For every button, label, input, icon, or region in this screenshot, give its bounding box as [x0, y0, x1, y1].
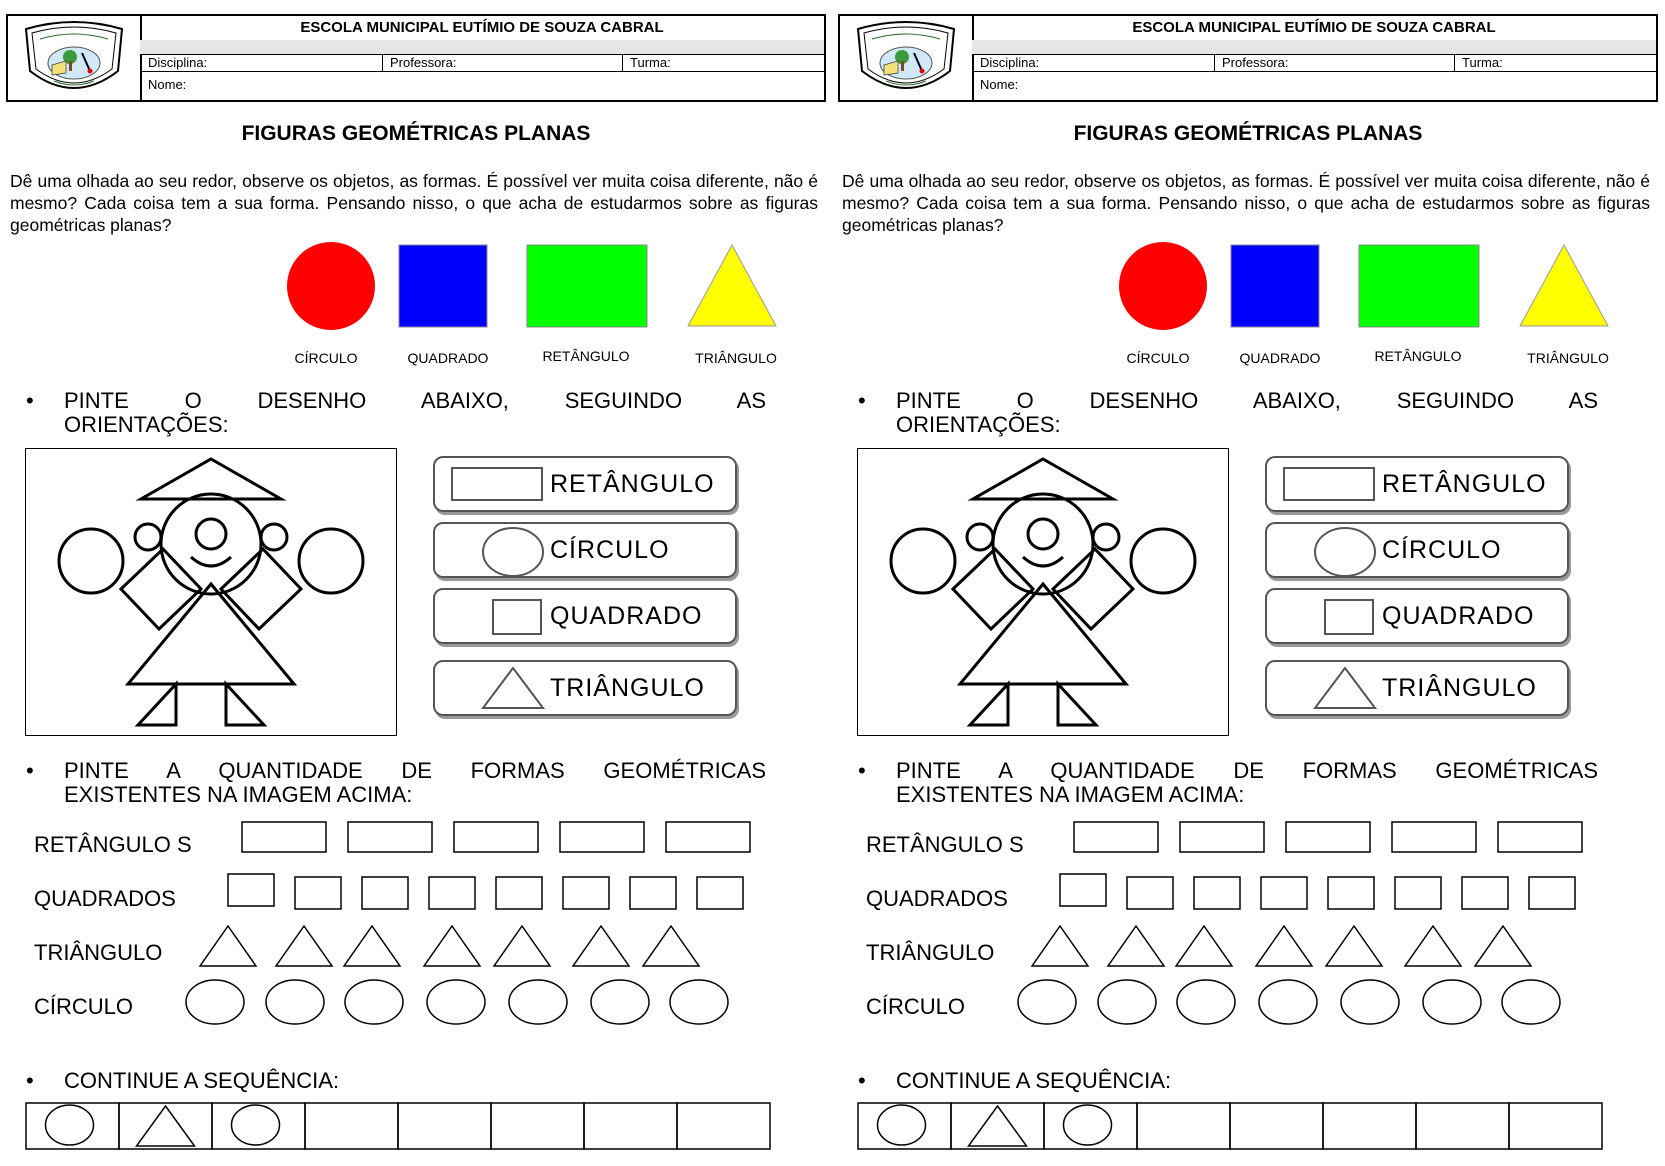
nose-circle[interactable] [196, 519, 226, 549]
sequence-cell[interactable] [119, 1103, 212, 1149]
instruction-text-2: EXISTENTES NA IMAGEM ACIMA: [896, 782, 1245, 807]
instruction-sequence: • CONTINUE A SEQUÊNCIA: [26, 1068, 766, 1094]
worksheet-left [6, 0, 828, 1166]
triangle-count-shape[interactable] [1032, 926, 1088, 966]
ear-left-circle[interactable] [135, 524, 161, 550]
rectangle-count-box[interactable] [454, 822, 538, 852]
instruction-paint-quantity: • PINTE A QUANTIDADE DE FORMAS GEOMÉTRICAS EXISTENTES NA IMAGEM ACIMA: [26, 758, 766, 807]
instruction-text: CONTINUE A SEQUÊNCIA: [896, 1068, 1172, 1093]
square-count-box[interactable] [362, 877, 408, 909]
sequence-cell[interactable] [1323, 1103, 1416, 1149]
count-row-circles [838, 978, 1658, 1030]
sequence-cell[interactable] [1416, 1103, 1509, 1149]
shapes-examples [6, 242, 826, 372]
count-row-squares [6, 872, 826, 917]
triangle-count-shape[interactable] [494, 926, 550, 966]
sequence-circle-icon[interactable] [1064, 1105, 1112, 1145]
instruction-text: PINTE O DESENHO ABAIXO, SEGUINDO AS [896, 388, 1598, 413]
triangle-count-shape[interactable] [1108, 926, 1164, 966]
circle-count-shape[interactable] [591, 980, 649, 1024]
shapes-examples [838, 242, 1658, 372]
sequence-cell[interactable] [212, 1103, 305, 1149]
triangle-icon [1315, 668, 1375, 708]
rectangle-count-box[interactable] [1074, 822, 1158, 852]
name-field[interactable]: Nome: [980, 77, 1019, 92]
count-label-rectangles: RETÂNGULO S [34, 832, 192, 857]
leg-right-triangle[interactable] [1058, 684, 1096, 725]
rectangle-icon [452, 468, 542, 500]
rectangle-label: RETÂNGULO [542, 348, 630, 364]
school-header [838, 14, 1658, 102]
worksheet-right [838, 0, 1660, 1166]
blue-square-shape [1231, 245, 1319, 327]
square-count-box[interactable] [697, 877, 743, 909]
legend-rectangle-label: RETÂNGULO [550, 470, 715, 498]
square-count-box[interactable] [1060, 874, 1106, 906]
legend-triangle-label: TRIÂNGULO [1382, 674, 1537, 702]
school-crest-icon [20, 19, 128, 97]
count-row-rectangles [838, 820, 1658, 865]
body-triangle[interactable] [960, 584, 1126, 684]
sequence-cell[interactable] [398, 1103, 491, 1149]
count-label-circles: CÍRCULO [866, 994, 966, 1019]
school-header [6, 14, 826, 102]
discipline-label: Disciplina: [148, 55, 208, 70]
discipline-label: Disciplina: [980, 55, 1040, 70]
square-count-box[interactable] [563, 877, 609, 909]
legend-rectangle [1265, 456, 1569, 512]
legend-square-label: QUADRADO [1382, 602, 1535, 630]
square-icon [1325, 600, 1373, 634]
circle-count-shape[interactable] [186, 980, 244, 1024]
square-count-box[interactable] [429, 877, 475, 909]
square-label: QUADRADO [1239, 350, 1321, 366]
rectangle-count-box[interactable] [1180, 822, 1264, 852]
count-row-triangles [838, 922, 1658, 972]
school-logo [8, 16, 142, 100]
school-logo [840, 16, 974, 100]
smile [191, 557, 231, 566]
school-name: ESCOLA MUNICIPAL EUTÍMIO DE SOUZA CABRAL [972, 16, 1656, 41]
triangle-icon [483, 668, 543, 708]
ear-left-circle[interactable] [967, 524, 993, 550]
blue-square-shape [399, 245, 487, 327]
circle-count-shape[interactable] [266, 980, 324, 1024]
sequence-cell[interactable] [1230, 1103, 1323, 1149]
sequence-circle-icon[interactable] [46, 1105, 94, 1145]
legend-square-label: QUADRADO [550, 602, 703, 630]
rectangle-count-box[interactable] [1498, 822, 1582, 852]
square-count-box[interactable] [496, 877, 542, 909]
count-row-squares [838, 872, 1658, 917]
instruction-text: PINTE A QUANTIDADE DE FORMAS GEOMÉTRICAS [64, 758, 766, 783]
sequence-cell[interactable] [305, 1103, 398, 1149]
sequence-cell[interactable] [677, 1103, 770, 1149]
circle-count-shape[interactable] [1341, 980, 1399, 1024]
triangle-count-shape[interactable] [344, 926, 400, 966]
rectangle-count-box[interactable] [666, 822, 750, 852]
ear-right-circle[interactable] [1093, 524, 1119, 550]
square-count-box[interactable] [1261, 877, 1307, 909]
teacher-label: Professora: [1222, 55, 1289, 70]
intro-paragraph: Dê uma olhada ao seu redor, observe os objetos, as formas. É possível ver muita coisa diferente, não é mesmo? Cada coisa tem a sua forma. Pensando nisso, o que acha de estudarmos sobre as figuras geométricas planas? [10, 171, 818, 235]
legend-rectangle [433, 456, 737, 512]
red-circle-shape [287, 242, 375, 330]
ear-right-circle[interactable] [261, 524, 287, 550]
sequence-triangle-icon[interactable] [137, 1106, 195, 1146]
leg-left-triangle[interactable] [970, 684, 1008, 725]
legend-circle-label: CÍRCULO [1382, 536, 1502, 564]
rectangle-count-box[interactable] [242, 822, 326, 852]
count-label-circles: CÍRCULO [34, 994, 134, 1019]
sequence-cell[interactable] [491, 1103, 584, 1149]
count-row-circles [6, 978, 826, 1030]
instruction-text: PINTE A QUANTIDADE DE FORMAS GEOMÉTRICAS [896, 758, 1598, 783]
sequence-cell[interactable] [584, 1103, 677, 1149]
count-label-squares: QUADRADOS [866, 886, 1008, 911]
school-crest-icon [852, 19, 960, 97]
legend-square [1265, 588, 1569, 644]
circle-label: CÍRCULO [1126, 350, 1190, 366]
sequence-cell[interactable] [951, 1103, 1044, 1149]
triangle-count-shape[interactable] [1475, 926, 1531, 966]
circle-count-shape[interactable] [670, 980, 728, 1024]
leg-left-triangle[interactable] [138, 684, 176, 725]
rectangle-label: RETÂNGULO [1374, 348, 1462, 364]
header-divider [972, 40, 1656, 55]
triangle-count-shape[interactable] [1326, 926, 1382, 966]
circle-label: CÍRCULO [294, 350, 358, 366]
instruction-text-2: EXISTENTES NA IMAGEM ACIMA: [64, 782, 413, 807]
rectangle-count-box[interactable] [348, 822, 432, 852]
triangle-count-shape[interactable] [643, 926, 699, 966]
circle-icon [1315, 528, 1375, 576]
head-circle[interactable] [993, 494, 1093, 594]
info-row [972, 54, 1656, 72]
teacher-label: Professora: [390, 55, 457, 70]
triangle-label: TRIÂNGULO [695, 350, 777, 366]
legend-triangle [1265, 660, 1569, 716]
green-rectangle-shape [527, 245, 647, 327]
sequence-cell[interactable] [1044, 1103, 1137, 1149]
hand-left-circle[interactable] [891, 529, 955, 593]
rectangle-count-box[interactable] [560, 822, 644, 852]
instruction-sequence: • CONTINUE A SEQUÊNCIA: [858, 1068, 1598, 1094]
yellow-triangle-shape [688, 245, 776, 326]
circle-count-shape[interactable] [1098, 980, 1156, 1024]
circle-count-shape[interactable] [1177, 980, 1235, 1024]
green-rectangle-shape [1359, 245, 1479, 327]
sequence-strip [857, 1102, 1607, 1152]
legend-circle [433, 522, 737, 578]
instruction-text-2: ORIENTAÇÕES: [896, 412, 1061, 437]
triangle-count-shape[interactable] [573, 926, 629, 966]
circle-count-shape[interactable] [427, 980, 485, 1024]
triangle-label: TRIÂNGULO [1527, 350, 1609, 366]
rectangle-icon [1284, 468, 1374, 500]
legend-circle [1265, 522, 1569, 578]
sequence-triangle-icon[interactable] [969, 1106, 1027, 1146]
circle-icon [483, 528, 543, 576]
count-label-squares: QUADRADOS [34, 886, 176, 911]
instruction-paint-quantity: • PINTE A QUANTIDADE DE FORMAS GEOMÉTRICAS EXISTENTES NA IMAGEM ACIMA: [858, 758, 1598, 807]
triangle-count-shape[interactable] [1256, 926, 1312, 966]
class-label: Turma: [1462, 55, 1503, 70]
count-row-triangles [6, 922, 826, 972]
shape-person-drawing[interactable] [857, 448, 1229, 736]
triangle-count-shape[interactable] [1176, 926, 1232, 966]
instruction-paint-drawing: • PINTE O DESENHO ABAIXO, SEGUINDO AS ORIENTAÇÕES: [858, 388, 1598, 437]
school-name: ESCOLA MUNICIPAL EUTÍMIO DE SOUZA CABRAL [140, 16, 824, 41]
name-field[interactable]: Nome: [148, 77, 187, 92]
head-circle[interactable] [161, 494, 261, 594]
circle-count-shape[interactable] [1423, 980, 1481, 1024]
count-label-triangles: TRIÂNGULO [34, 940, 163, 965]
intro-paragraph: Dê uma olhada ao seu redor, observe os objetos, as formas. É possível ver muita coisa diferente, não é mesmo? Cada coisa tem a sua forma. Pensando nisso, o que acha de estudarmos sobre as figuras geométricas planas? [842, 171, 1650, 235]
square-count-box[interactable] [1395, 877, 1441, 909]
legend-rectangle-label: RETÂNGULO [1382, 470, 1547, 498]
shape-person-drawing[interactable] [25, 448, 397, 736]
page-title: FIGURAS GEOMÉTRICAS PLANAS [1073, 122, 1423, 145]
sequence-circle-icon[interactable] [232, 1105, 280, 1145]
triangle-count-shape[interactable] [200, 926, 256, 966]
triangle-count-shape[interactable] [1405, 926, 1461, 966]
triangle-count-shape[interactable] [424, 926, 480, 966]
circle-count-shape[interactable] [345, 980, 403, 1024]
legend-triangle [433, 660, 737, 716]
hand-right-circle[interactable] [1131, 529, 1195, 593]
triangle-count-shape[interactable] [276, 926, 332, 966]
square-label: QUADRADO [407, 350, 489, 366]
header-divider [140, 40, 824, 55]
page-title: FIGURAS GEOMÉTRICAS PLANAS [241, 122, 591, 145]
instruction-text: CONTINUE A SEQUÊNCIA: [64, 1068, 340, 1093]
count-label-triangles: TRIÂNGULO [866, 940, 995, 965]
square-count-box[interactable] [228, 874, 274, 906]
legend-circle-label: CÍRCULO [550, 536, 670, 564]
rectangle-count-box[interactable] [1392, 822, 1476, 852]
body-triangle[interactable] [128, 584, 294, 684]
rectangle-count-box[interactable] [1286, 822, 1370, 852]
square-count-box[interactable] [1127, 877, 1173, 909]
class-label: Turma: [630, 55, 671, 70]
instruction-text: PINTE O DESENHO ABAIXO, SEGUINDO AS [64, 388, 766, 413]
square-count-box[interactable] [1529, 877, 1575, 909]
sequence-cell[interactable] [1137, 1103, 1230, 1149]
square-count-box[interactable] [1328, 877, 1374, 909]
circle-count-shape[interactable] [509, 980, 567, 1024]
square-count-box[interactable] [630, 877, 676, 909]
sequence-circle-icon[interactable] [878, 1105, 926, 1145]
sequence-cell[interactable] [858, 1103, 951, 1149]
square-count-box[interactable] [1462, 877, 1508, 909]
circle-count-shape[interactable] [1259, 980, 1317, 1024]
legend-triangle-label: TRIÂNGULO [550, 674, 705, 702]
legend-square [433, 588, 737, 644]
square-count-box[interactable] [1194, 877, 1240, 909]
instruction-text-2: ORIENTAÇÕES: [64, 412, 229, 437]
leg-right-triangle[interactable] [226, 684, 264, 725]
square-count-box[interactable] [295, 877, 341, 909]
yellow-triangle-shape [1520, 245, 1608, 326]
red-circle-shape [1119, 242, 1207, 330]
hand-left-circle[interactable] [59, 529, 123, 593]
nose-circle[interactable] [1028, 519, 1058, 549]
count-row-rectangles [6, 820, 826, 865]
sequence-cell[interactable] [1509, 1103, 1602, 1149]
circle-count-shape[interactable] [1502, 980, 1560, 1024]
count-label-rectangles: RETÂNGULO S [866, 832, 1024, 857]
circle-count-shape[interactable] [1018, 980, 1076, 1024]
hand-right-circle[interactable] [299, 529, 363, 593]
square-icon [493, 600, 541, 634]
sequence-strip [25, 1102, 775, 1152]
smile [1023, 557, 1063, 566]
instruction-paint-drawing: • PINTE O DESENHO ABAIXO, SEGUINDO AS ORIENTAÇÕES: [26, 388, 766, 437]
info-row [140, 54, 824, 72]
sequence-cell[interactable] [26, 1103, 119, 1149]
